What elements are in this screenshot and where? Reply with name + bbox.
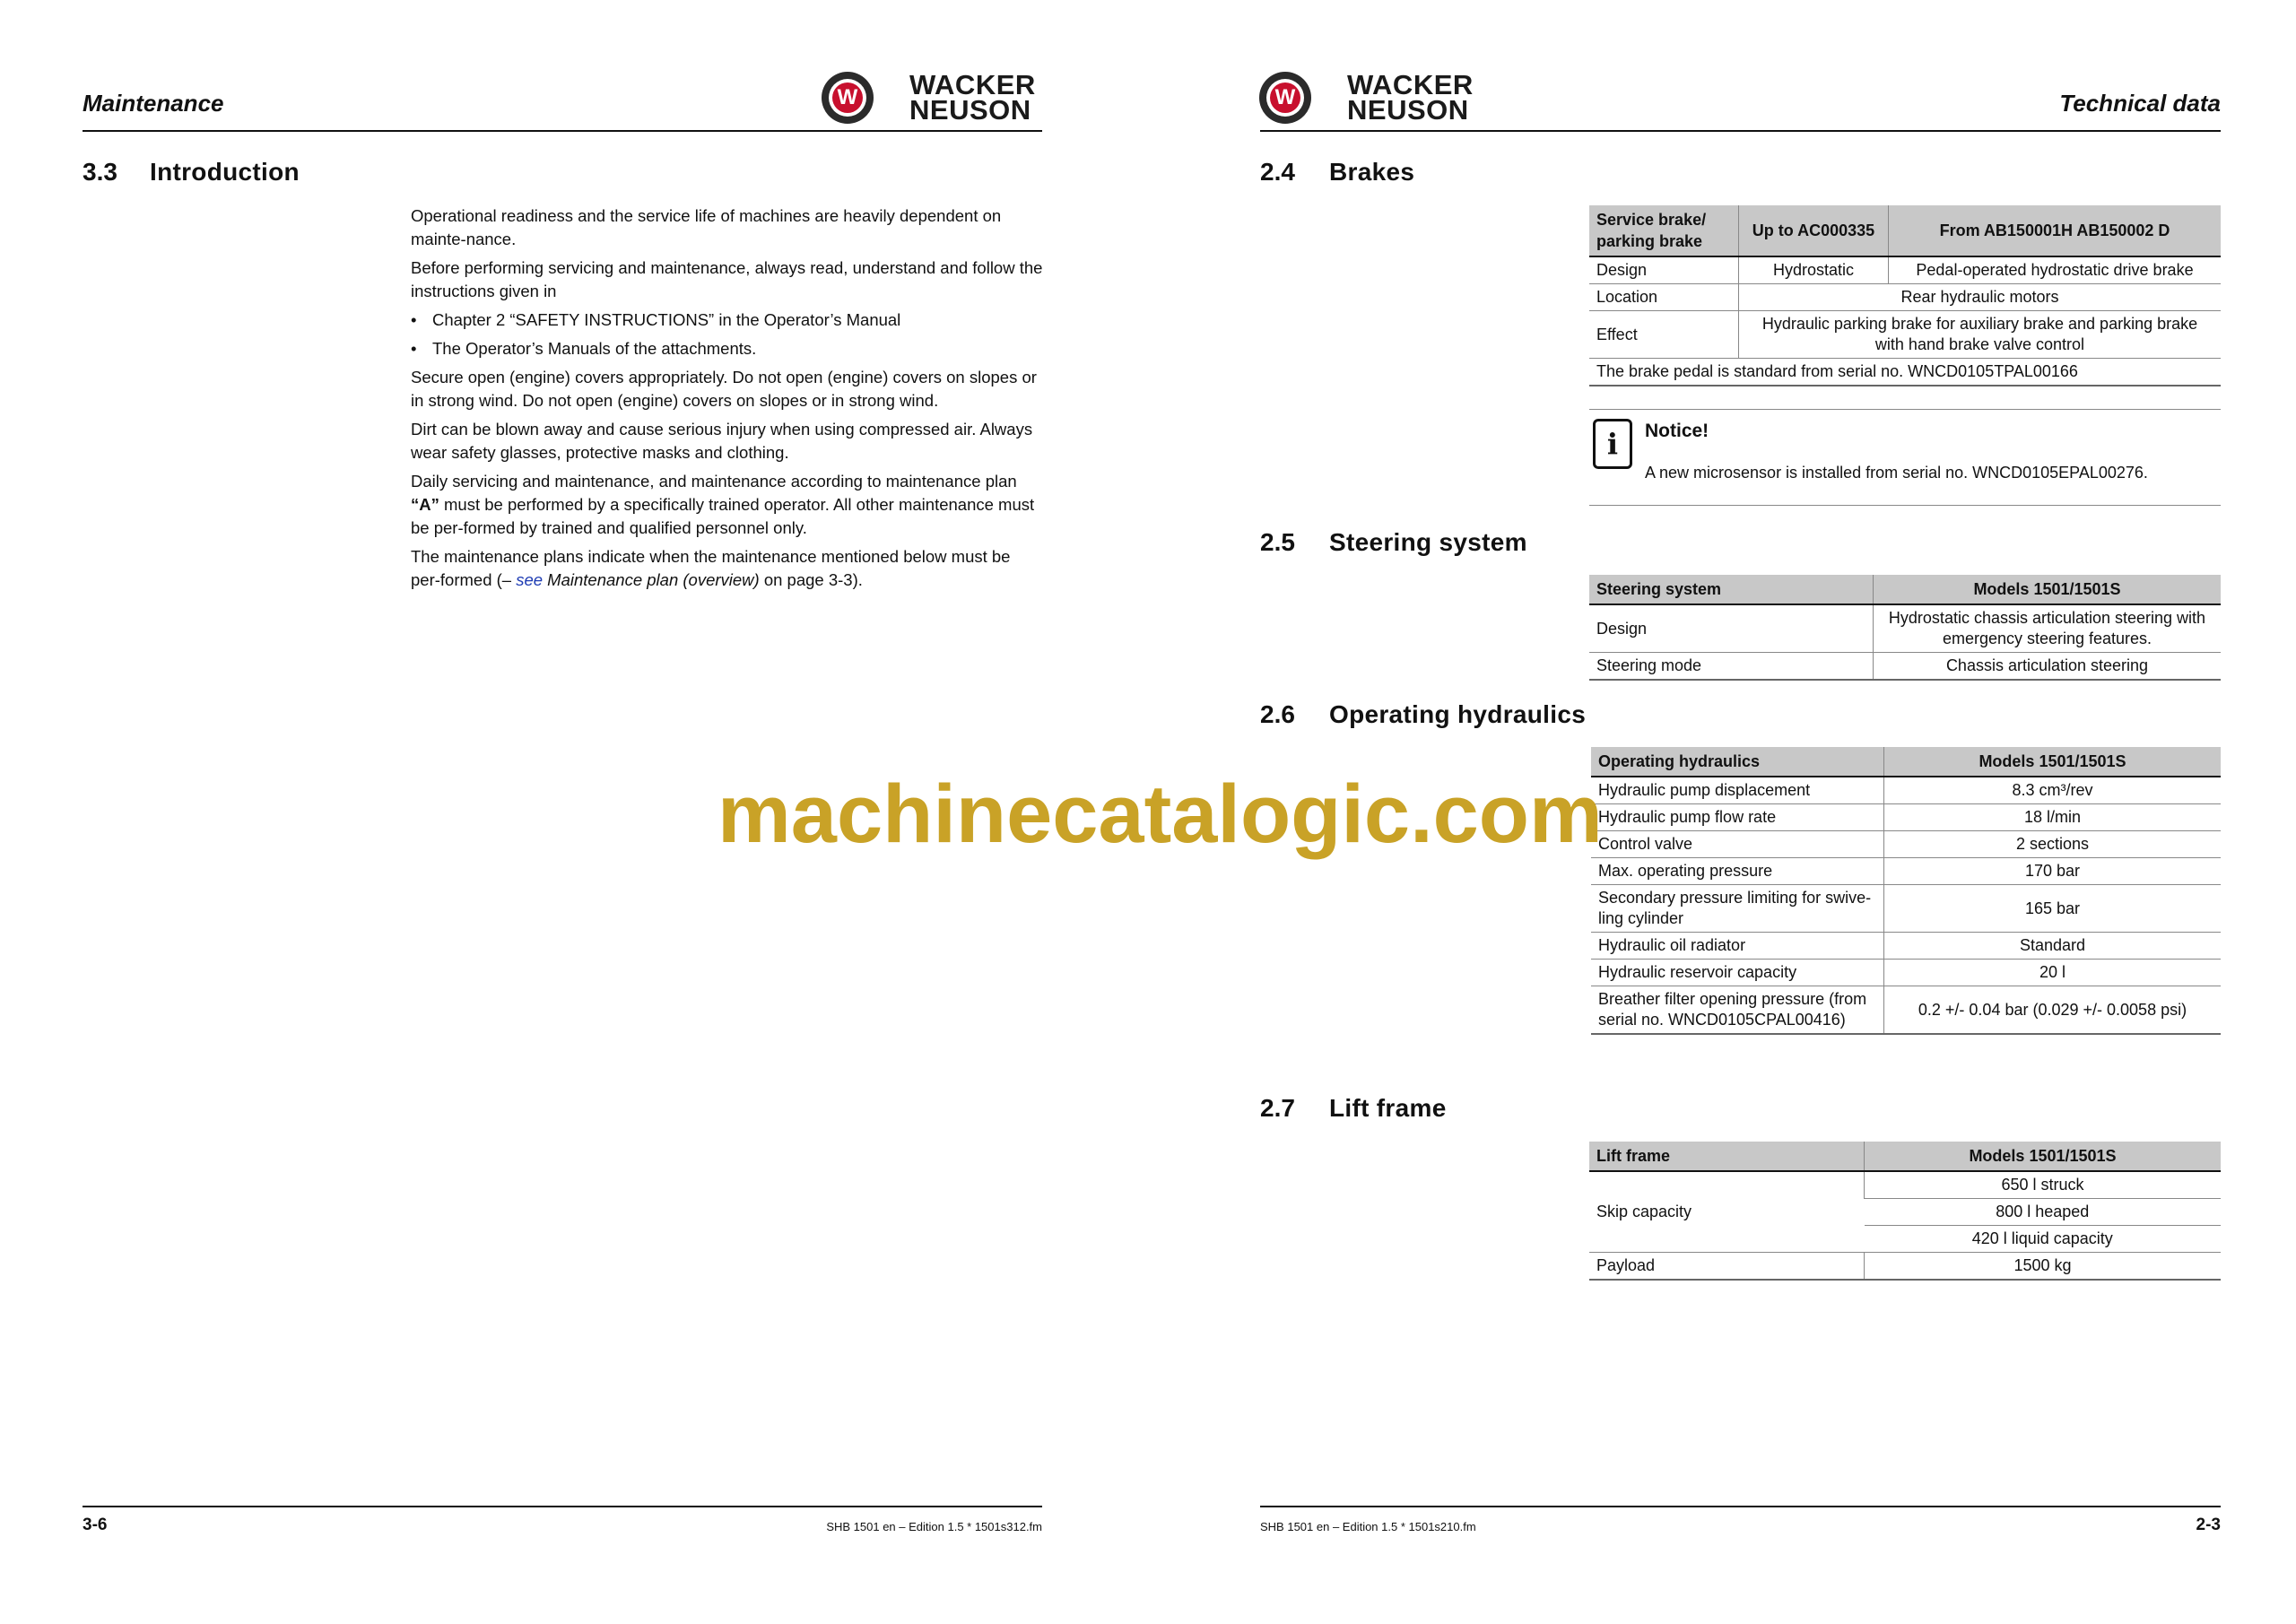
table-cell: 165 bar [1884,885,2222,933]
left-footer-info: SHB 1501 en – Edition 1.5 * 1501s312.fm [826,1520,1042,1533]
table-header-row [1591,747,2221,777]
table-row [1589,1171,2221,1199]
left-header-rule [83,130,1042,132]
see-link[interactable]: see [516,570,544,589]
left-footer-page-number: 3-6 [83,1515,108,1534]
notice-title: Notice! [1645,421,1709,441]
table-row [1589,256,2221,284]
introduction-body [411,204,1043,597]
list-item: • The Operator’s Manuals of the attachments. [411,337,1043,360]
section-title: Operating hydraulics [1329,700,1587,728]
watermark: machinecatalogic.com [718,769,1603,860]
table-cell: Payload [1589,1253,1865,1281]
table-cell: 20 l [1884,960,2222,986]
table-cell: Hydrostatic chassis articulation steering with emergency steering features. [1874,604,2222,653]
table-row [1589,284,2221,311]
table-cell: 1500 kg [1865,1253,2222,1281]
table-cell: 0.2 +/- 0.04 bar (0.029 +/- 0.0058 psi) [1884,986,2222,1035]
paragraph-daily-maintenance: Daily servicing and maintenance, and maintenance according to maintenance plan “A” must be performed by a specifically trained operator. All other maintenance must be per-formed by trained and qualified personnel only. [411,472,1035,537]
table-cell: Design [1589,604,1874,653]
right-footer-rule [1260,1506,2221,1507]
section-title: Introduction [150,158,300,186]
logo-line-2: NEUSON [1347,94,1469,126]
table-row [1591,933,2221,960]
table-cell: 8.3 cm³/rev [1884,777,2222,804]
table-cell: Design [1589,256,1739,284]
table-note: The brake pedal is standard from serial no. WNCD0105TPAL00166 [1589,359,2221,386]
table-cell: Hydrostatic [1739,256,1889,284]
left-footer-rule [83,1506,1042,1507]
table-header-cell: Service brake/ parking brake [1589,205,1739,256]
right-footer-page-number: 2-3 [2196,1515,2221,1534]
section-number: 2.7 [1260,1094,1295,1122]
table-cell: Location [1589,284,1739,311]
table-header-cell: Models 1501/1501S [1884,747,2222,777]
table-cell: Skip capacity [1589,1171,1865,1253]
table-cell: Pedal-operated hydrostatic drive brake [1889,256,2222,284]
right-page-header-title: Technical data [2059,90,2221,117]
logo-line-1: WACKER [1347,69,1474,100]
table-row [1591,777,2221,804]
table-cell: Hydraulic parking brake for auxiliary brake and parking brake with hand brake valve control [1739,311,2222,359]
table-cell: 18 l/min [1884,804,2222,831]
table-cell: Effect [1589,311,1739,359]
table-header-cell: Up to AC000335 [1739,205,1889,256]
section-number: 2.6 [1260,700,1295,728]
info-icon: i [1593,419,1632,469]
brakes-table [1589,205,2221,386]
notice-box [1589,409,2221,506]
section-title: Brakes [1329,158,1415,186]
table-cell: Hydraulic pump displacement [1591,777,1884,804]
table-row [1591,858,2221,885]
wacker-neuson-logo [822,69,1036,126]
table-cell: 170 bar [1884,858,2222,885]
table-cell: Rear hydraulic motors [1739,284,2222,311]
table-row [1589,604,2221,653]
notice-text: A new microsensor is installed from serial no. WNCD0105EPAL00276. [1645,464,2148,482]
table-header-row [1589,1142,2221,1171]
table-cell: 800 l heaped [1865,1199,2222,1226]
logo-line-2: NEUSON [909,94,1031,126]
list-item-text: The Operator’s Manuals of the attachments. [432,339,757,358]
right-footer-info: SHB 1501 en – Edition 1.5 * 1501s210.fm [1260,1520,1476,1533]
section-number: 3.3 [83,158,117,186]
table-row [1589,311,2221,359]
table-header-cell: From AB150001H AB150002 D [1889,205,2222,256]
table-cell: Standard [1884,933,2222,960]
table-row [1589,653,2221,681]
table-cell: Hydraulic pump flow rate [1591,804,1884,831]
table-header-cell: Operating hydraulics [1591,747,1884,777]
wacker-neuson-logo [1259,69,1474,126]
table-cell: 650 l struck [1865,1171,2222,1199]
table-header-cell: Models 1501/1501S [1874,575,2222,604]
table-header-cell: Steering system [1589,575,1874,604]
wacker-neuson-logo-icon: W [822,72,874,124]
table-cell: Hydraulic oil radiator [1591,933,1884,960]
section-title: Lift frame [1329,1094,1447,1122]
table-row [1591,885,2221,933]
table-row [1591,831,2221,858]
table-cell: Steering mode [1589,653,1874,681]
list-item: • Chapter 2 “SAFETY INSTRUCTIONS” in the Operator’s Manual [411,308,1043,332]
left-page-header-title: Maintenance [83,90,224,117]
table-cell: Secondary pressure limiting for swive-ling cylinder [1591,885,1884,933]
table-row [1591,960,2221,986]
table-row [1589,1253,2221,1281]
table-header-row [1589,205,2221,256]
table-cell: Control valve [1591,831,1884,858]
right-header-rule [1260,130,2221,132]
table-cell: 420 l liquid capacity [1865,1226,2222,1253]
lift-frame-table [1589,1142,2221,1281]
table-row [1589,359,2221,386]
section-number: 2.5 [1260,528,1295,556]
hydraulics-table [1591,747,2221,1035]
steering-table [1589,575,2221,681]
table-cell: Max. operating pressure [1591,858,1884,885]
table-cell: Chassis articulation steering [1874,653,2222,681]
table-row [1591,804,2221,831]
table-header-cell: Models 1501/1501S [1865,1142,2222,1171]
section-number: 2.4 [1260,158,1295,186]
table-header-cell: Lift frame [1589,1142,1865,1171]
table-cell: Breather filter opening pressure (from serial no. WNCD0105CPAL00416) [1591,986,1884,1035]
paragraph: Dirt can be blown away and cause serious injury when using compressed air. Always wear safety glasses, protective masks and clothing. [411,420,1033,462]
paragraph: Secure open (engine) covers appropriately. Do not open (engine) covers on slopes or in strong wind. Do not open (engine) covers on slopes or in strong wind. [411,368,1037,410]
table-row [1591,986,2221,1035]
paragraph: Operational readiness and the service life of machines are heavily dependent on mainte-nance. [411,206,1002,248]
paragraph-maintenance-plans: The maintenance plans indicate when the maintenance mentioned below must be per-formed (– see Maintenance plan (overview) on page 3-3). [411,547,1011,589]
paragraph: Before performing servicing and maintenance, always read, understand and follow the instructions given in [411,258,1043,300]
table-header-row [1589,575,2221,604]
logo-line-1: WACKER [909,69,1036,100]
table-cell: Hydraulic reservoir capacity [1591,960,1884,986]
wacker-neuson-logo-icon: W [1259,72,1311,124]
table-cell: 2 sections [1884,831,2222,858]
list-item-text: Chapter 2 “SAFETY INSTRUCTIONS” in the Operator’s Manual [432,310,901,329]
section-title: Steering system [1329,528,1527,556]
